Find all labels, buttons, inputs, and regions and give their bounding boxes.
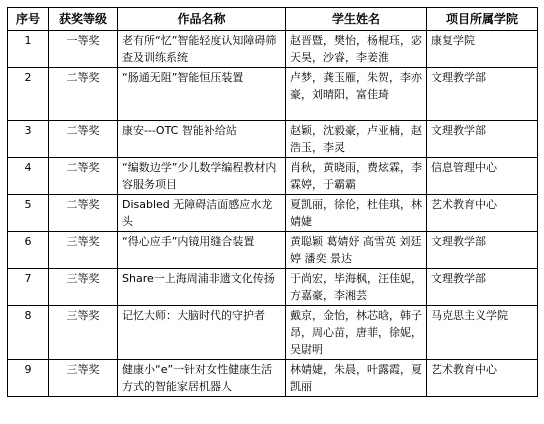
row-no: 1 (8, 31, 49, 68)
row-level: 三等奖 (49, 360, 118, 397)
row-college: 艺术教育中心 (427, 195, 538, 232)
row-no: 5 (8, 195, 49, 232)
row-college: 文理教学部 (427, 68, 538, 121)
row-work: 记忆大师：大脑时代的守护者 (118, 306, 286, 360)
table-header-row (8, 8, 538, 31)
row-college: 文理教学部 (427, 269, 538, 306)
row-level: 二等奖 (49, 158, 118, 195)
row-college: 艺术教育中心 (427, 360, 538, 397)
header-level: 获奖等级 (49, 8, 118, 31)
row-students: 戴京，金怡，林芯晗，韩子昂，周心苗，唐菲，徐妮，吴尉明 (286, 306, 427, 360)
table-row (8, 195, 538, 232)
row-no: 4 (8, 158, 49, 195)
row-college: 康复学院 (427, 31, 538, 68)
table-row (8, 232, 538, 269)
header-work: 作品名称 (118, 8, 286, 31)
row-college: 文理教学部 (427, 121, 538, 158)
table-row (8, 360, 538, 397)
row-work: Disabled 无障碍洁面感应水龙头 (118, 195, 286, 232)
row-work: 康安---OTC 智能补给站 (118, 121, 286, 158)
row-students: 赵晋暨，樊怡，杨棍珏，宓天昊，沙睿，李姜淮 (286, 31, 427, 68)
row-work: “肠通无阻”智能恒压装置 (118, 68, 286, 121)
table-row (8, 121, 538, 158)
row-level: 二等奖 (49, 121, 118, 158)
row-no: 2 (8, 68, 49, 121)
row-work: 健康小“e”一针对女性健康生活方式的智能家居机器人 (118, 360, 286, 397)
table-row (8, 68, 538, 121)
row-no: 7 (8, 269, 49, 306)
table-row (8, 269, 538, 306)
awards-table (7, 7, 538, 397)
row-no: 6 (8, 232, 49, 269)
table-row (8, 158, 538, 195)
row-work: 老有所“忆”智能轻度认知障碍筛查及训练系统 (118, 31, 286, 68)
table-row (8, 31, 538, 68)
row-students: 夏凯丽，徐伦，杜佳琪，林婧婕 (286, 195, 427, 232)
row-work: “得心应手”内镜用缝合装置 (118, 232, 286, 269)
row-no: 3 (8, 121, 49, 158)
row-no: 8 (8, 306, 49, 360)
row-level: 二等奖 (49, 68, 118, 121)
row-level: 三等奖 (49, 232, 118, 269)
table-row (8, 306, 538, 360)
row-level: 三等奖 (49, 269, 118, 306)
row-students: 肖秋，黄晓雨，费炫霖，李霖婷，于霸霸 (286, 158, 427, 195)
row-college: 信息管理中心 (427, 158, 538, 195)
row-college: 文理教学部 (427, 232, 538, 269)
row-work: “编数边学”少儿数学编程教材内容服务项目 (118, 158, 286, 195)
row-students: 于尚宏，毕海枫，汪佳妮，方嘉豪，李湘芸 (286, 269, 427, 306)
row-work: Share一上海周浦非遗文化传扬 (118, 269, 286, 306)
row-students: 赵颖，沈毅豪，卢亚楠，赵浩玉，李灵 (286, 121, 427, 158)
row-no: 9 (8, 360, 49, 397)
row-level: 二等奖 (49, 195, 118, 232)
row-students: 林婧婕，朱晨，叶露霞，夏凯丽 (286, 360, 427, 397)
header-students: 学生姓名 (286, 8, 427, 31)
row-students: 黄聪颖 葛婧妤 高雪英 刘廷婷 潘奕 景达 (286, 232, 427, 269)
header-no: 序号 (8, 8, 49, 31)
row-level: 三等奖 (49, 306, 118, 360)
row-level: 一等奖 (49, 31, 118, 68)
header-college: 项目所属学院 (427, 8, 538, 31)
row-college: 马克思主义学院 (427, 306, 538, 360)
row-students: 卢梦，龚玉雁，朱贺，李亦豪，刘晴阳，富佳琦 (286, 68, 427, 121)
